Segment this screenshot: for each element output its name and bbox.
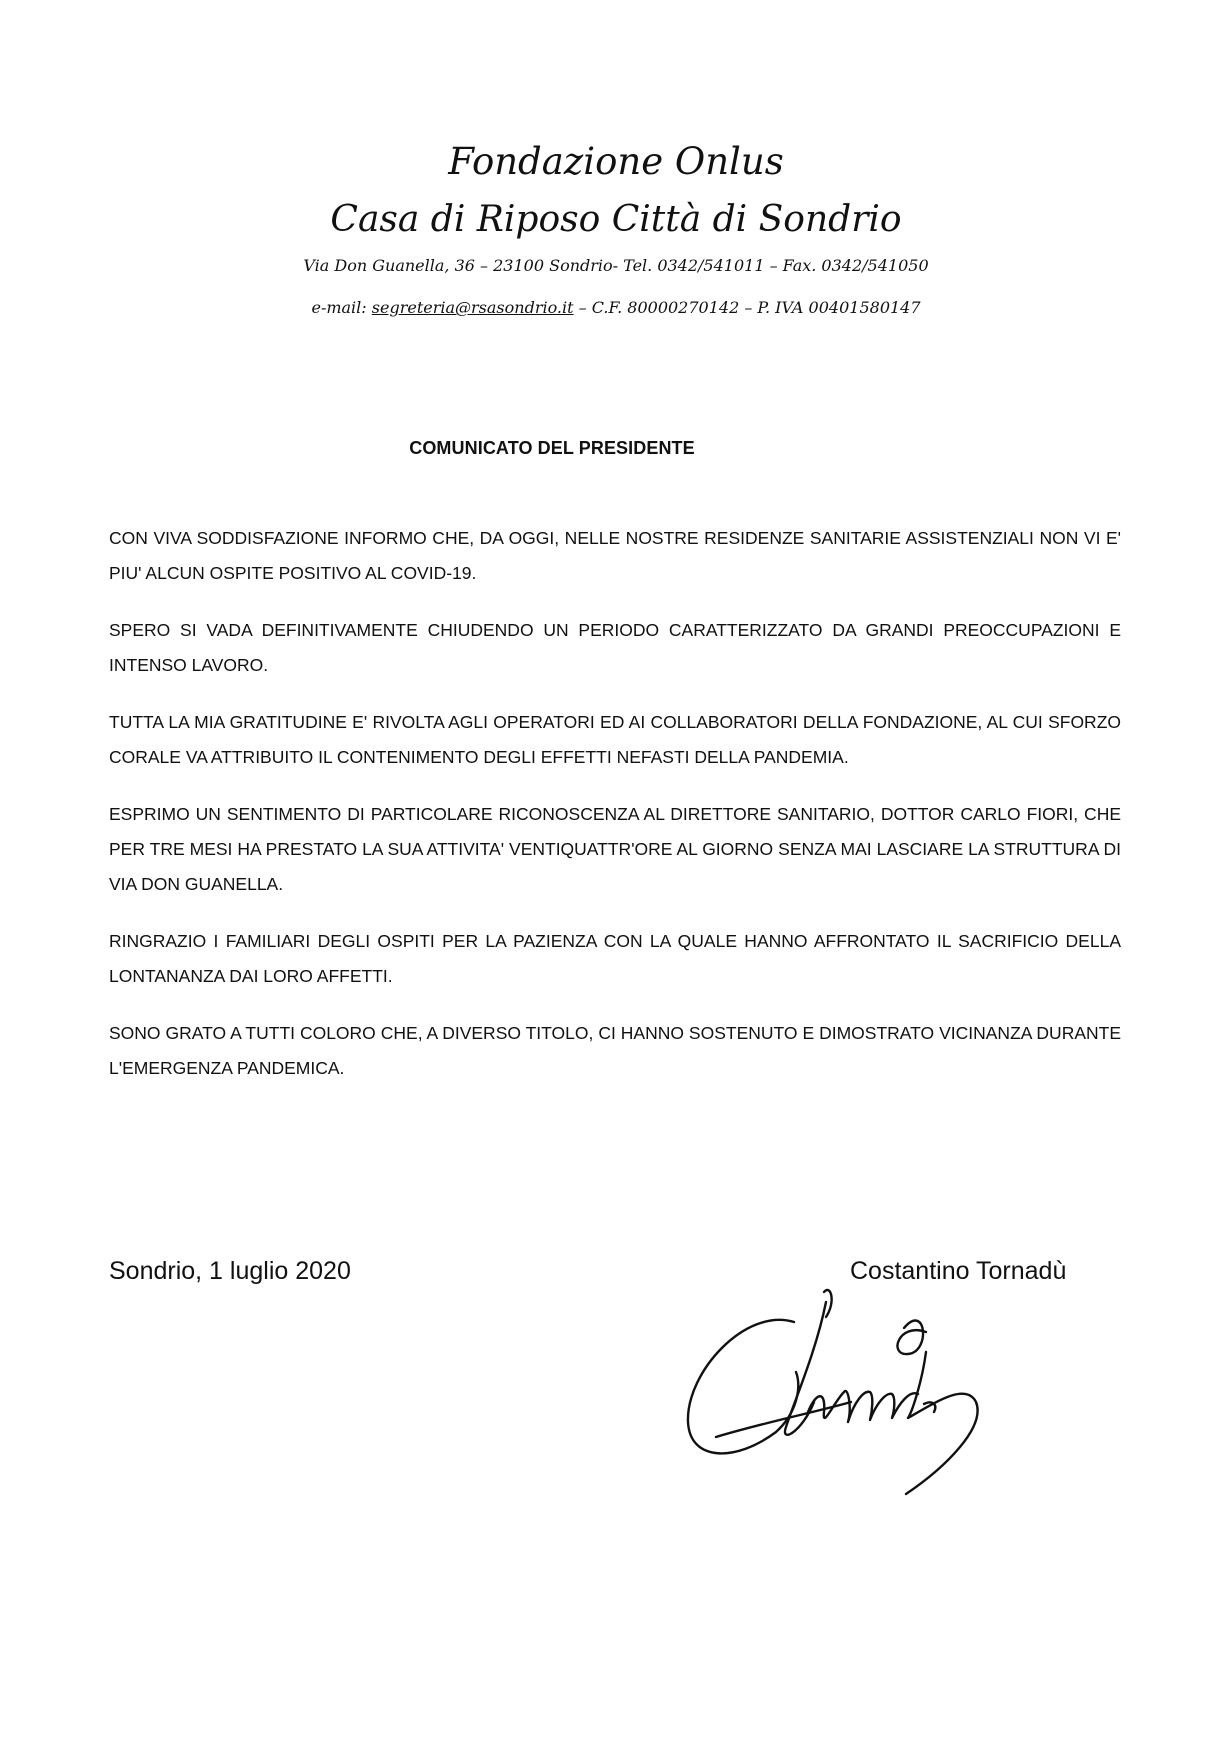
document-body (109, 521, 1121, 1108)
body-paragraph: CON VIVA SODDISFAZIONE INFORMO CHE, DA OGGI, NELLE NOSTRE RESIDENZE SANITARIE ASSISTENZIALI NON VI E' PIU' ALCUN OSPITE POSITIVO AL COVID-19. (109, 528, 1121, 583)
organization-subname: Casa di Riposo Città di Sondrio (330, 199, 902, 240)
email-label: e-mail: (311, 298, 367, 317)
body-paragraph: TUTTA LA MIA GRATITUDINE E' RIVOLTA AGLI OPERATORI ED AI COLLABORATORI DELLA FONDAZIONE, AL CUI SFORZO CORALE VA ATTRIBUITO IL CONTENIMENTO DEGLI EFFETTI NEFASTI DELLA PANDEMIA. (109, 712, 1121, 767)
organization-contacts (0, 298, 1232, 318)
signer-name: Costantino Tornadù (850, 1257, 1067, 1285)
place-date: Sondrio, 1 luglio 2020 (109, 1257, 351, 1285)
body-paragraph: RINGRAZIO I FAMILIARI DEGLI OSPITI PER LA PAZIENZA CON LA QUALE HANNO AFFRONTATO IL SACRIFICIO DELLA LONTANANZA DAI LORO AFFETTI. (109, 931, 1121, 986)
email-link[interactable]: segreteria@rsasondrio.it (371, 298, 574, 317)
tax-ids: – C.F. 80000270142 – P. IVA 00401580147 (578, 298, 921, 317)
body-paragraph: ESPRIMO UN SENTIMENTO DI PARTICOLARE RICONOSCENZA AL DIRETTORE SANITARIO, DOTTOR CARLO FIORI, CHE PER TRE MESI HA PRESTATO LA SUA ATTIVITA' VENTIQUATTR'ORE AL GIORNO SENZA MAI LASCIARE LA STRUTTURA DI VIA DON GUANELLA. (109, 804, 1121, 894)
document-heading: COMUNICATO DEL PRESIDENTE (409, 438, 695, 458)
handwritten-signature (676, 1262, 1006, 1502)
organization-address: Via Don Guanella, 36 – 23100 Sondrio- Tel. 0342/541011 – Fax. 0342/541050 (303, 256, 929, 275)
body-paragraph: SPERO SI VADA DEFINITIVAMENTE CHIUDENDO UN PERIODO CARATTERIZZATO DA GRANDI PREOCCUPAZIONI E INTENSO LAVORO. (109, 620, 1121, 675)
body-paragraph: SONO GRATO A TUTTI COLORO CHE, A DIVERSO TITOLO, CI HANNO SOSTENUTO E DIMOSTRATO VICINANZA DURANTE L'EMERGENZA PANDEMICA. (109, 1023, 1121, 1078)
organization-name: Fondazione Onlus (448, 140, 784, 183)
